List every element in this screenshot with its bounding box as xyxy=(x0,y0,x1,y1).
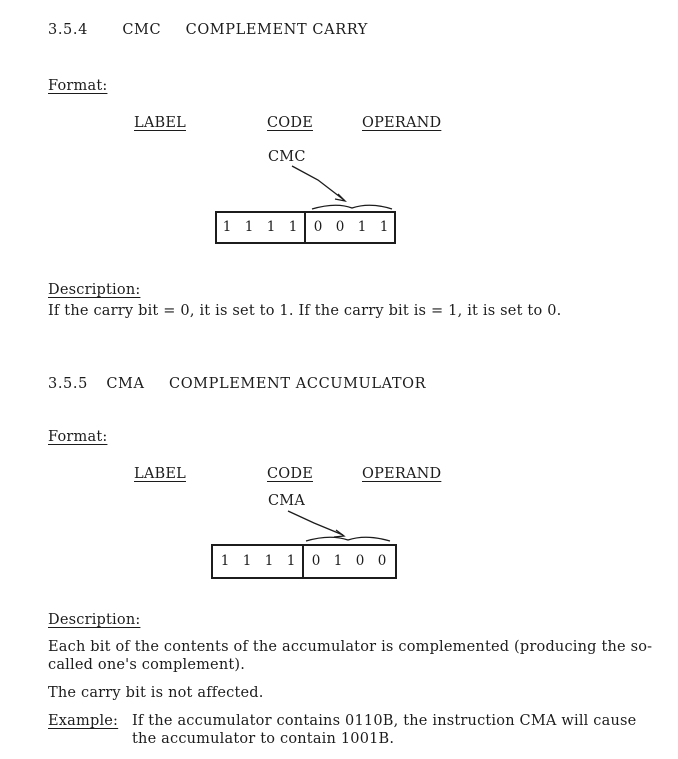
bit: 0 xyxy=(377,553,387,569)
bit: 0 xyxy=(335,219,345,235)
column-code: CODE xyxy=(267,466,313,482)
bit: 0 xyxy=(311,553,321,569)
example-label: Example: xyxy=(48,713,119,729)
note-text: The carry bit is not affected. xyxy=(48,685,264,701)
example-line: If the accumulator contains 0110B, the instruction CMA will cause xyxy=(132,713,637,729)
bit: 0 xyxy=(313,219,323,235)
bit: 1 xyxy=(288,219,298,235)
bit: 1 xyxy=(222,219,232,235)
bit: 1 xyxy=(220,553,230,569)
column-operand: OPERAND xyxy=(362,466,442,482)
column-label: LABEL xyxy=(134,466,186,482)
bit: 1 xyxy=(286,553,296,569)
bit: 0 xyxy=(355,553,365,569)
description-line: called one's complement). xyxy=(48,657,246,673)
bit: 1 xyxy=(333,553,343,569)
format-label: Format: xyxy=(48,78,108,94)
section-number: 3.5.4 xyxy=(48,22,88,38)
operand-brace xyxy=(306,537,390,541)
section-mnemonic: CMA xyxy=(106,376,145,392)
example-line: the accumulator to contain 1001B. xyxy=(132,731,395,747)
low-nibble xyxy=(305,553,396,569)
description-label: Description: xyxy=(48,282,141,298)
code-mnemonic: CMC xyxy=(268,149,306,165)
high-nibble xyxy=(214,553,303,569)
bit: 1 xyxy=(244,219,254,235)
column-operand: OPERAND xyxy=(362,115,442,131)
column-label: LABEL xyxy=(134,115,186,131)
description-line: Each bit of the contents of the accumulator is complemented (producing the so- xyxy=(48,639,653,655)
section-title: COMPLEMENT ACCUMULATOR xyxy=(169,376,427,392)
bit: 1 xyxy=(357,219,367,235)
code-mnemonic: CMA xyxy=(268,493,306,509)
description-text: If the carry bit = 0, it is set to 1. If the carry bit is = 1, it is set to 0. xyxy=(48,303,562,319)
format-label: Format: xyxy=(48,429,108,445)
bit: 1 xyxy=(379,219,389,235)
column-code: CODE xyxy=(267,115,313,131)
bit: 1 xyxy=(264,553,274,569)
bit: 1 xyxy=(242,553,252,569)
description-label: Description: xyxy=(48,612,141,628)
bit: 1 xyxy=(266,219,276,235)
section-mnemonic: CMC xyxy=(122,22,162,38)
section-number: 3.5.5 xyxy=(48,376,88,392)
section-title: COMPLEMENT CARRY xyxy=(185,22,368,38)
